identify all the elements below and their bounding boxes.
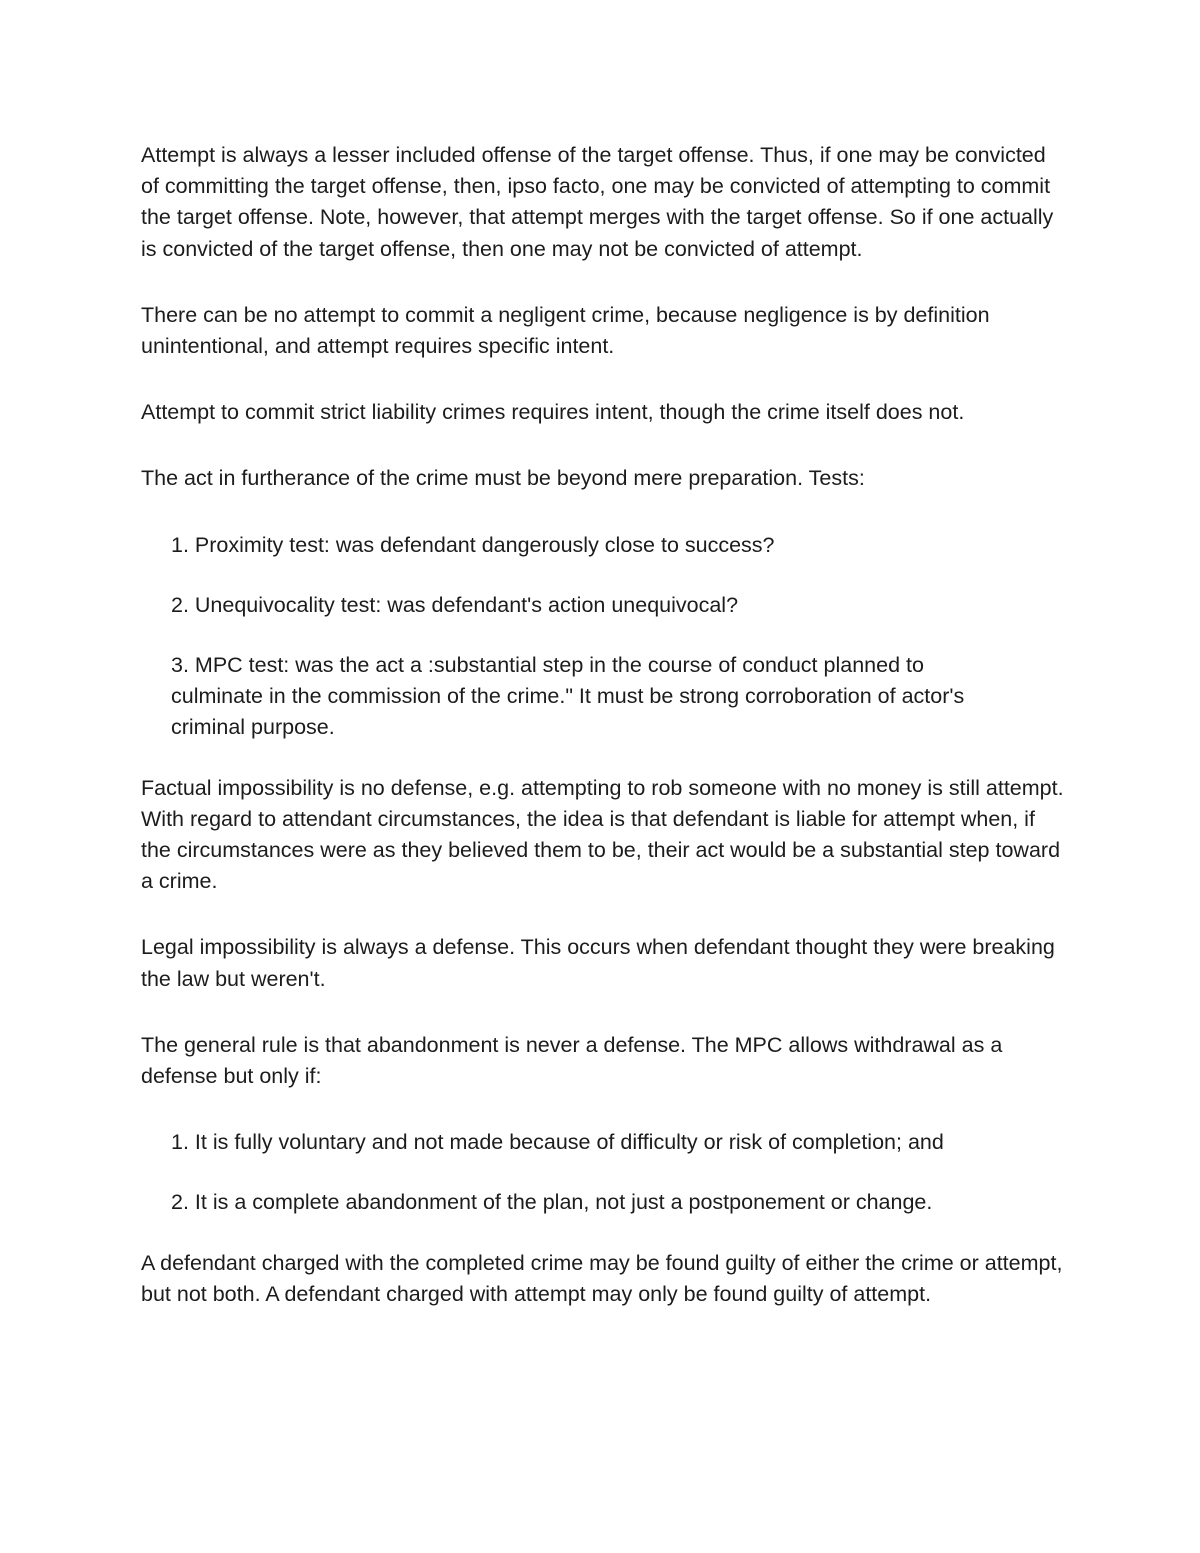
paragraph-attempt-lesser-offense: Attempt is always a lesser included offense of the target offense. Thus, if one may be convicted of committing the target offense, then, ipso facto, one may be convicted of attempting to commit the target offense. Note, however, that attempt merges with the target offense. So if one actually is convicted of the target offense, then one may not be convicted of attempt.: [141, 143, 1054, 261]
withdrawal-list: [141, 1127, 1066, 1218]
paragraph-charged-completed-crime: A defendant charged with the completed crime may be found guilty of either the crime or attempt, but not both. A defendant charged with attempt may only be found guilty of attempt.: [141, 1250, 1063, 1306]
list-item: 3. MPC test: was the act a :substantial step in the course of conduct planned to culminate in the commission of the crime." It must be strong corroboration of actor's criminal purpose.: [171, 653, 965, 740]
paragraph-abandonment: The general rule is that abandonment is never a defense. The MPC allows withdrawal as a defense but only if:: [141, 1032, 1003, 1089]
paragraph-act-furtherance: The act in furtherance of the crime must be beyond mere preparation. Tests:: [141, 466, 865, 491]
tests-list: [141, 530, 1066, 744]
paragraph-factual-impossibility: Factual impossibility is no defense, e.g. attempting to rob someone with no money is still attempt. With regard to attendant circumstances, the idea is that defendant is liable for attempt when, if the circumstances were as they believed them to be, their act would be a substantial step toward a crime.: [141, 775, 1064, 894]
paragraph-strict-liability: Attempt to commit strict liability crimes requires intent, though the crime itself does not.: [141, 400, 965, 425]
paragraph-legal-impossibility: Legal impossibility is always a defense. This occurs when defendant thought they were breaking the law but weren't.: [141, 935, 1055, 991]
list-item: 1. Proximity test: was defendant dangerously close to success?: [171, 532, 775, 557]
list-item: 1. It is fully voluntary and not made because of difficulty or risk of completion; and: [171, 1130, 944, 1155]
paragraph-negligent-crime: There can be no attempt to commit a negligent crime, because negligence is by definition unintentional, and attempt requires specific intent.: [141, 302, 990, 359]
document-body: [141, 140, 1066, 1310]
list-item: 2. Unequivocality test: was defendant's action unequivocal?: [171, 592, 739, 617]
list-item: 2. It is a complete abandonment of the plan, not just a postponement or change.: [171, 1190, 933, 1215]
